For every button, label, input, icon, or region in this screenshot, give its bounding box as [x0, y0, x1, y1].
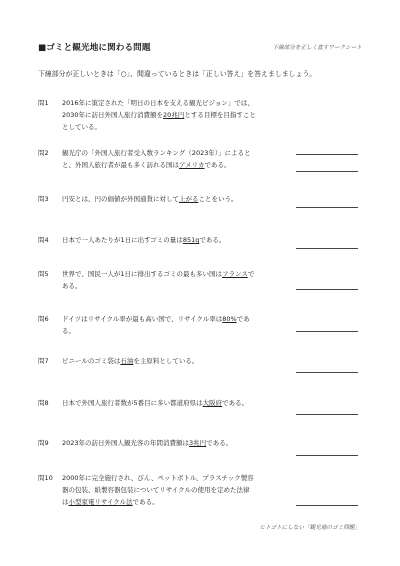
question-text-segment: 円安とは、円の価値が外国通貨に対して [62, 195, 179, 203]
question-line [62, 437, 280, 449]
question-text-segment: ことをいう。 [198, 195, 238, 203]
answer-line[interactable] [296, 289, 358, 290]
question-number: 問10 [38, 474, 53, 482]
question-line [62, 496, 280, 508]
question-line [62, 280, 280, 292]
question-line [62, 147, 280, 159]
question-text [62, 472, 280, 508]
question-text-segment: 2016年に策定された「明日の日本を支える観光ビジョン」では、 [62, 99, 254, 107]
question-text [62, 355, 280, 367]
question-text-segment: 2023年の訪日外国人観光客の年間消費額は [62, 439, 190, 447]
question-text-segment: は [62, 498, 69, 506]
underlined-term: 3兆円 [189, 439, 207, 447]
question-text [62, 97, 280, 133]
page-subtitle: 下線部分を正しく直すワークシート [272, 45, 362, 51]
question-text-segment: である。 [222, 399, 249, 407]
question-line [62, 472, 280, 484]
page-title: ■ゴミと観光地に関わる問題 [38, 43, 151, 53]
question-text-segment: ビニールのゴミ袋は [62, 357, 121, 365]
question-line [62, 159, 280, 171]
question-text-segment: である。 [132, 498, 159, 506]
question-text-segment: としている。 [62, 123, 101, 131]
question-number: 問2 [38, 149, 49, 157]
question-text-segment: を主原料としている。 [133, 357, 199, 365]
question-text-segment: 観光庁の「外国人旅行者受入数ランキング（2023年）」によると [62, 149, 251, 157]
answer-line[interactable] [296, 414, 358, 415]
question-text-segment: 2000年に完全施行され、びん、ペットボトル、プラスチック製容 [62, 474, 254, 482]
question-line [62, 109, 280, 121]
question-text-segment: 2030年に訪日外国人旅行消費額を [62, 111, 164, 119]
question-line [62, 97, 280, 109]
question-line [62, 268, 280, 280]
answer-line[interactable] [296, 372, 358, 373]
question-text [62, 437, 280, 449]
question-line [62, 325, 280, 337]
underlined-term: 上がる [179, 195, 199, 203]
underlined-term: 石油 [120, 357, 134, 365]
question-text [62, 268, 280, 292]
question-line [62, 193, 280, 205]
answer-line[interactable] [296, 154, 358, 155]
question-text-segment: と、外国人旅行者が最も多く訪れる国は [62, 161, 179, 169]
question-number: 問7 [38, 357, 49, 365]
answer-line[interactable] [296, 171, 358, 172]
question-number: 問1 [38, 99, 49, 107]
question-line [62, 313, 280, 325]
instruction-text: 下線部分が正しいときは「○」、間違っているときは「正しい答え」を答えましましょう。 [38, 70, 317, 78]
underlined-term: 20兆円 [163, 111, 185, 119]
question-number: 問9 [38, 439, 49, 447]
question-text-segment: 世界で、国民一人が1日に排出するゴミの最も多い国は [62, 270, 223, 278]
question-text-segment: である。 [199, 236, 226, 244]
answer-line[interactable] [296, 248, 358, 249]
answer-line[interactable] [296, 207, 358, 208]
question-text [62, 147, 280, 171]
question-text-segment: である。 [206, 439, 233, 447]
question-text-segment: 日本で外国人旅行者数が5番目に多い都道府県は [62, 399, 203, 407]
page-footer: ヒトゴトにしない「観光地のゴミ問題」 [259, 525, 360, 531]
question-text-segment: 日本で一人あたりが1日に出すゴミの量は [62, 236, 183, 244]
question-text-segment: 器の包装、紙製容器包装についてリサイクルの使用を定めた法律 [62, 486, 250, 494]
underlined-term: フランス [222, 270, 248, 278]
question-number: 問4 [38, 236, 49, 244]
question-number: 問3 [38, 195, 49, 203]
question-text-segment: であ [236, 315, 250, 323]
underlined-term: 80% [222, 315, 237, 323]
question-text-segment: である。 [204, 161, 231, 169]
question-text-segment: ドイツはリサイクル率が最も高い国で、リサイクル率は [62, 315, 223, 323]
question-line [62, 484, 280, 496]
question-line [62, 355, 280, 367]
question-text-segment: で [247, 270, 255, 278]
question-line [62, 121, 280, 133]
question-number: 問6 [38, 315, 49, 323]
question-text [62, 193, 280, 205]
answer-line[interactable] [296, 331, 358, 332]
question-line [62, 397, 280, 409]
question-number: 問8 [38, 399, 49, 407]
answer-line[interactable] [296, 455, 358, 456]
question-text-segment: る。 [62, 327, 75, 335]
answer-line[interactable] [296, 505, 358, 506]
underlined-term: 大阪府 [202, 399, 223, 407]
underlined-term: 小型家電リサイクル法 [68, 498, 133, 506]
question-text-segment: とする目標を目指すこと [184, 111, 256, 119]
underlined-term: 851g [182, 236, 200, 244]
question-text [62, 313, 280, 337]
question-text [62, 397, 280, 409]
underlined-term: アメリカ [179, 161, 205, 169]
question-text-segment: ある。 [62, 282, 82, 290]
question-line [62, 234, 280, 246]
question-text [62, 234, 280, 246]
question-number: 問5 [38, 270, 49, 278]
